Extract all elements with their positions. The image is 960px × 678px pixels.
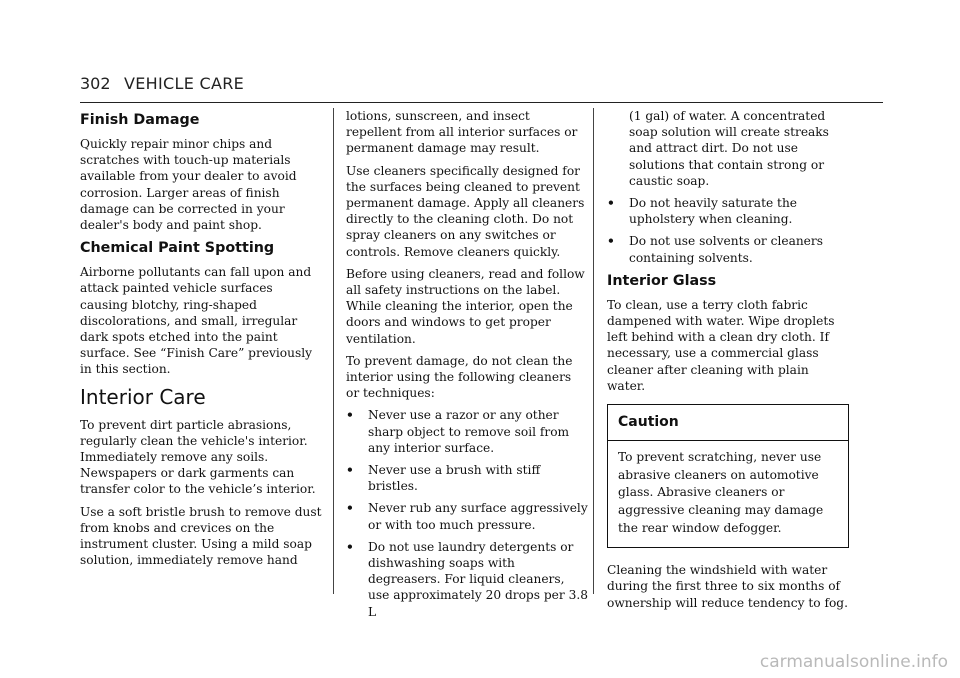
windshield-text: Cleaning the windshield with water during the first three to six months of ownership will reduce tendency to fog.: [607, 563, 848, 610]
list-item: [607, 233, 849, 265]
list-item-text: Do not heavily saturate the upholstery when cleaning.: [629, 196, 798, 227]
column-right: [607, 108, 849, 617]
cleaning-restrictions-list: [607, 195, 849, 266]
list-item-text: Do not use solvents or cleaners containing solvents.: [629, 234, 823, 265]
list-item-text: Never use a razor or any other sharp object to remove soil from any interior surface.: [368, 408, 570, 455]
body-paragraph: Use cleaners specifically designed for the surfaces being cleaned to prevent permanent damage. Apply all cleaners directly to the cleaning cloth. Do not spray cleaners on any switches or controls. Remove cleaners quickly.: [346, 163, 585, 259]
column-middle: [346, 108, 588, 626]
chemical-paint-text: Airborne pollutants can fall upon and attack painted vehicle surfaces causing blotchy, ring-shaped discolorations, and small, irregular dark spots etched into the paint surface. See “Finish Care” previously in this section.: [80, 265, 313, 377]
list-item-text: Never use a brush with stiff bristles.: [368, 463, 541, 494]
bullet-icon: •: [607, 196, 615, 211]
interior-glass-heading: Interior Glass: [607, 272, 717, 289]
bullet-icon: •: [607, 234, 615, 249]
interior-care-paragraph: To prevent dirt particle abrasions, regularly clean the vehicle's interior. Immediately remove any soils. Newspapers or dark garments can transfer color to the vehicle’s interior.: [80, 417, 316, 497]
caution-box: [607, 404, 849, 548]
list-item-text: Never rub any surface aggressively or with too much pressure.: [368, 501, 588, 532]
interior-care-heading: Interior Care: [80, 384, 206, 409]
list-item: [607, 195, 849, 227]
caution-title: Caution: [608, 405, 848, 441]
column-divider: [593, 108, 594, 594]
list-item: [346, 407, 588, 456]
section-title: VEHICLE CARE: [124, 74, 245, 93]
bullet-icon: •: [346, 501, 354, 516]
watermark: carmanualsonline.info: [759, 652, 948, 672]
column-left: [80, 108, 322, 574]
page-header: [80, 70, 883, 103]
chemical-paint-heading: Chemical Paint Spotting: [80, 240, 275, 257]
interior-care-paragraph: Use a soft bristle brush to remove dust from knobs and crevices on the instrument cluster. Using a mild soap solution, immediately remove hand: [80, 504, 322, 568]
body-paragraph: lotions, sunscreen, and insect repellent from all interior surfaces or permanent damage may result.: [346, 109, 578, 156]
list-item: [346, 462, 588, 494]
body-paragraph: To prevent damage, do not clean the interior using the following cleaners or techniques:: [346, 353, 573, 401]
finish-damage-heading: Finish Damage: [80, 112, 200, 128]
finish-damage-text: Quickly repair minor chips and scratches with touch-up materials available from your dealer to avoid corrosion. Larger areas of finish damage can be corrected in your dealer's body and paint shop.: [80, 137, 297, 233]
list-item-text: Do not use laundry detergents or dishwashing soaps with degreasers. For liquid cleaners, use approximately 20 drops per 3.8 L: [368, 539, 588, 619]
caution-text: To prevent scratching, never use abrasive cleaners on automotive glass. Abrasive cleaners or aggressive cleaning may damage the rear window defogger.: [618, 450, 824, 535]
list-item: [346, 539, 588, 620]
interior-glass-text: To clean, use a terry cloth fabric dampened with water. Wipe droplets left behind with a clean dry cloth. If necessary, use a commercial glass cleaner after cleaning with plain water.: [607, 297, 835, 393]
body-paragraph: Before using cleaners, read and follow all safety instructions on the label. While cleaning the interior, open the doors and windows to get proper ventilation.: [346, 266, 585, 346]
column-divider: [333, 108, 334, 594]
page-number: 302: [80, 74, 111, 93]
list-item-continuation: (1 gal) of water. A concentrated soap solution will create streaks and attract dirt. Do not use solutions that contain strong or caustic soap.: [629, 109, 829, 188]
cleaning-restrictions-list: [346, 407, 588, 619]
bullet-icon: •: [346, 463, 354, 478]
bullet-icon: •: [346, 408, 354, 423]
bullet-icon: •: [346, 539, 354, 554]
list-item: [346, 500, 588, 532]
